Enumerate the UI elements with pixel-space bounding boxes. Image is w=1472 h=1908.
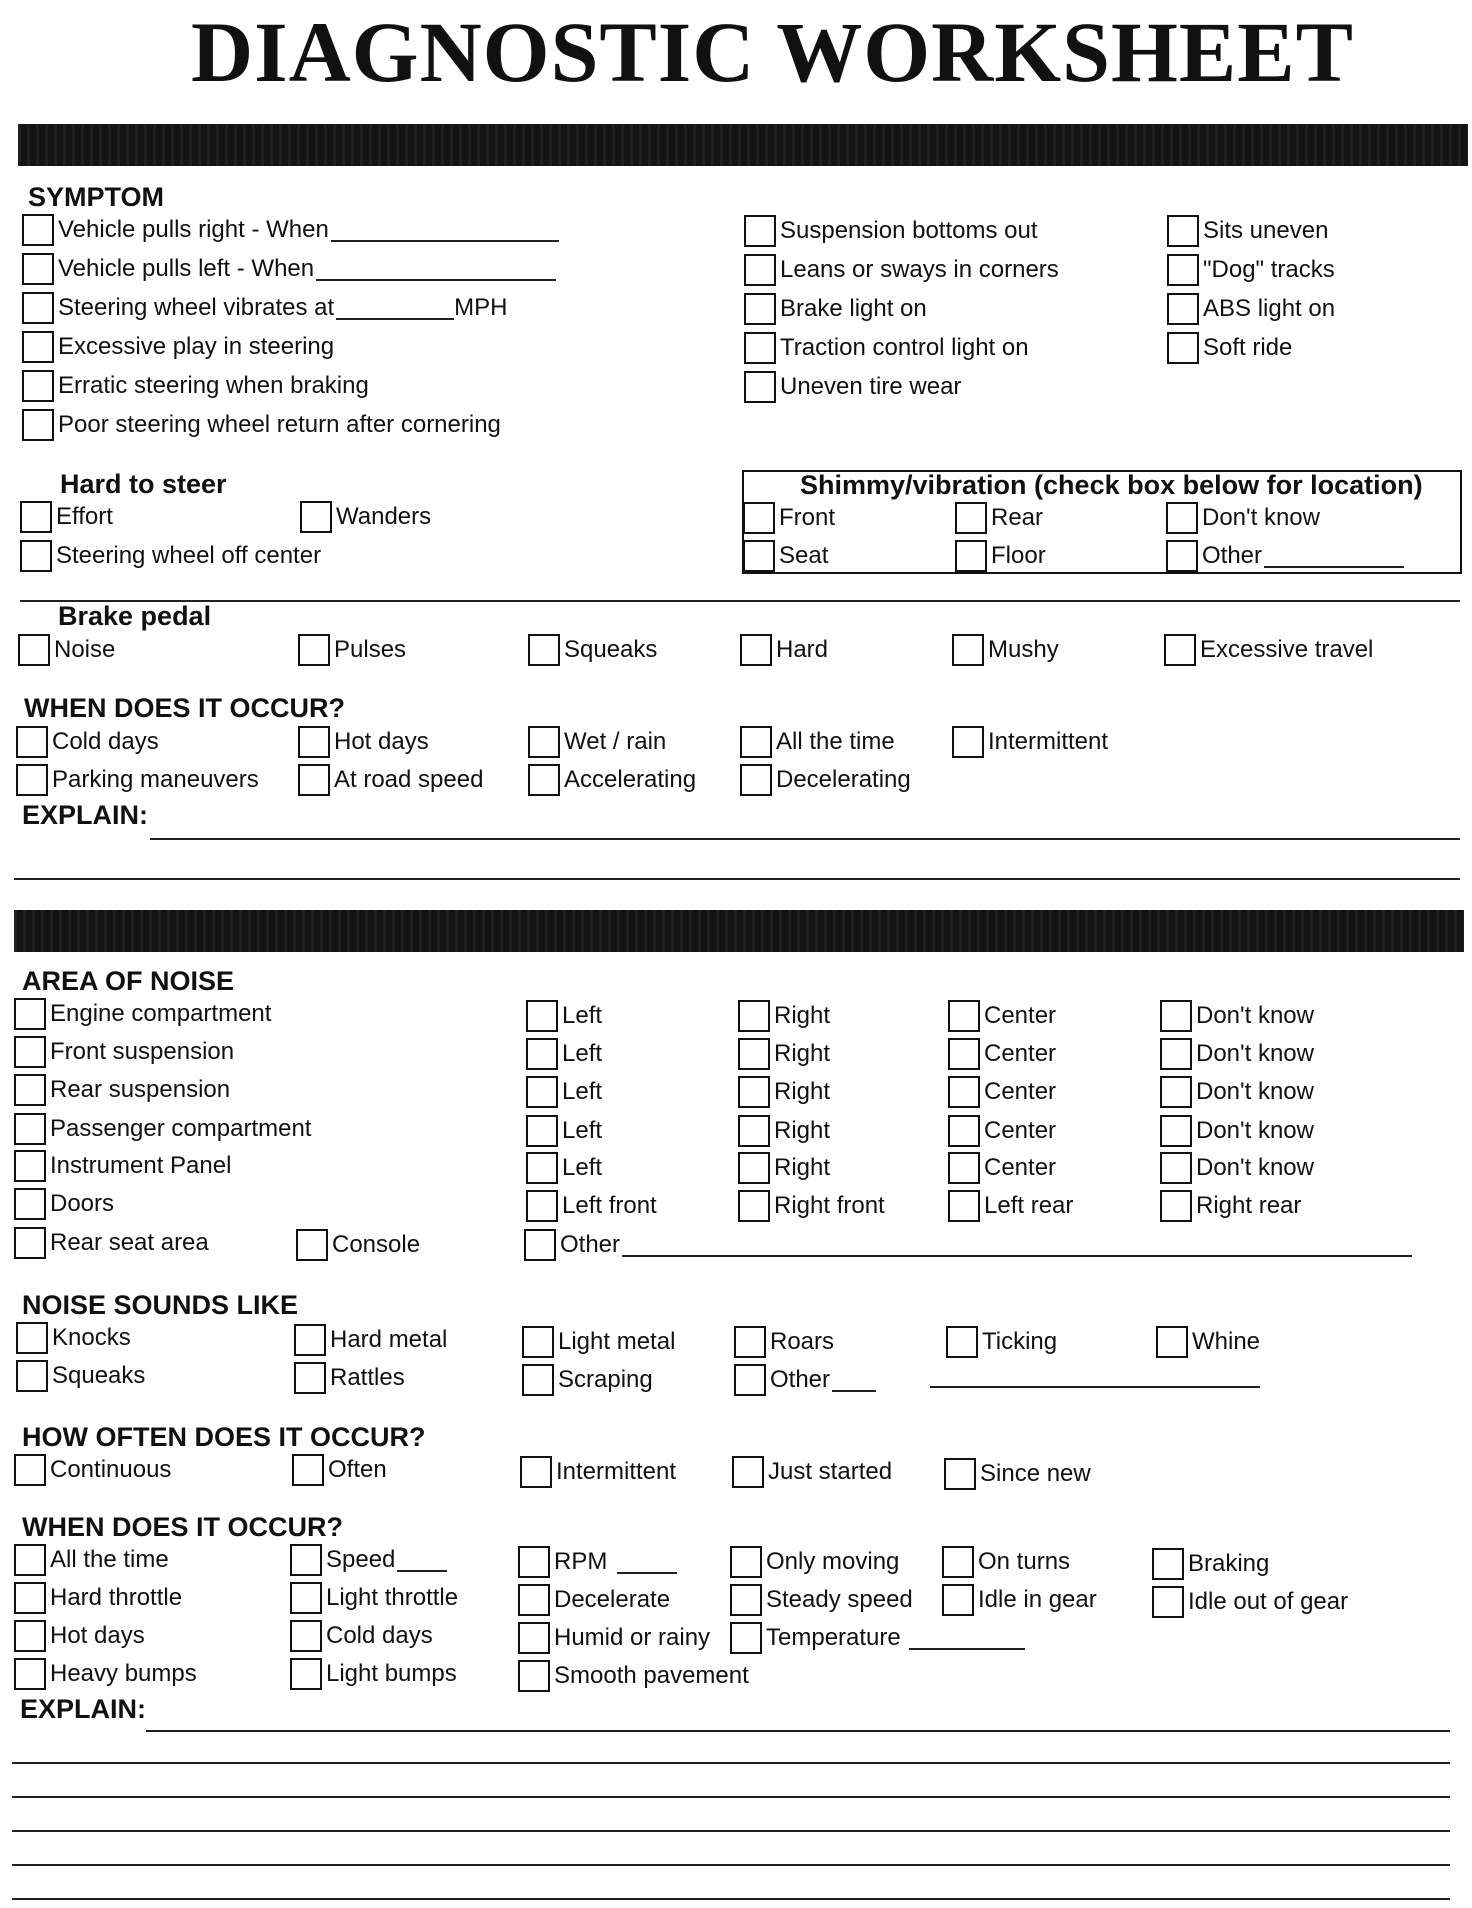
symptom-brake-light[interactable]: Brake light on bbox=[744, 291, 927, 327]
symptom-pulls-left[interactable]: Vehicle pulls left - When bbox=[22, 251, 556, 287]
symptom-wheel-vibrates[interactable]: Steering wheel vibrates at MPH bbox=[22, 290, 508, 326]
when2-all-the-time[interactable]: All the time bbox=[14, 1542, 169, 1578]
checkbox[interactable] bbox=[734, 1326, 766, 1358]
checkbox[interactable] bbox=[1167, 293, 1199, 325]
checkbox[interactable] bbox=[526, 1152, 558, 1184]
checkbox[interactable] bbox=[14, 1150, 46, 1182]
checkbox[interactable] bbox=[1160, 1152, 1192, 1184]
symptom-abs-light[interactable]: ABS light on bbox=[1167, 291, 1335, 327]
area-row-label[interactable]: Engine compartment bbox=[14, 996, 271, 1032]
checkbox[interactable] bbox=[942, 1546, 974, 1578]
shimmy-other[interactable]: Other bbox=[1166, 538, 1404, 574]
area-row-label[interactable]: Passenger compartment bbox=[14, 1111, 311, 1147]
when2-humid[interactable]: Humid or rainy bbox=[518, 1620, 710, 1656]
checkbox[interactable] bbox=[1164, 634, 1196, 666]
sound-roars[interactable]: Roars bbox=[734, 1324, 834, 1360]
symptom-traction-light[interactable]: Traction control light on bbox=[744, 330, 1029, 366]
checkbox[interactable] bbox=[22, 253, 54, 285]
checkbox[interactable] bbox=[1160, 1115, 1192, 1147]
often-just-started[interactable]: Just started bbox=[732, 1454, 892, 1490]
checkbox[interactable] bbox=[744, 371, 776, 403]
checkbox[interactable] bbox=[528, 764, 560, 796]
area-row-option[interactable]: Right rear bbox=[1160, 1188, 1301, 1224]
checkbox[interactable] bbox=[944, 1458, 976, 1490]
how-often-heading: HOW OFTEN DOES IT OCCUR? bbox=[22, 1422, 426, 1452]
checkbox[interactable] bbox=[14, 1188, 46, 1220]
symptom-bottoms-out[interactable]: Suspension bottoms out bbox=[744, 213, 1038, 249]
symptom-poor-return[interactable]: Poor steering wheel return after cornering bbox=[22, 407, 501, 443]
checkbox[interactable] bbox=[1160, 1190, 1192, 1222]
when1-cold-days[interactable]: Cold days bbox=[16, 724, 159, 760]
brake-noise[interactable]: Noise bbox=[18, 632, 115, 668]
explain-line[interactable] bbox=[12, 1796, 1450, 1798]
speed-blank[interactable] bbox=[397, 1548, 447, 1572]
checkbox[interactable] bbox=[528, 634, 560, 666]
symptom-erratic-steering[interactable]: Erratic steering when braking bbox=[22, 368, 369, 404]
when1-parking[interactable]: Parking maneuvers bbox=[16, 762, 259, 798]
checkbox[interactable] bbox=[300, 501, 332, 533]
checkbox[interactable] bbox=[732, 1456, 764, 1488]
often-since-new[interactable]: Since new bbox=[944, 1456, 1091, 1492]
area-row-label[interactable]: Instrument Panel bbox=[14, 1148, 231, 1184]
explain-line[interactable] bbox=[12, 1864, 1450, 1866]
checkbox[interactable] bbox=[296, 1229, 328, 1261]
when2-cold-days[interactable]: Cold days bbox=[290, 1618, 433, 1654]
shimmy-dont-know[interactable]: Don't know bbox=[1166, 500, 1320, 536]
checkbox[interactable] bbox=[740, 726, 772, 758]
sound-rattles[interactable]: Rattles bbox=[294, 1360, 405, 1396]
checkbox[interactable] bbox=[18, 634, 50, 666]
checkbox[interactable] bbox=[22, 409, 54, 441]
checkbox[interactable] bbox=[14, 1544, 46, 1576]
when-blank[interactable] bbox=[331, 218, 559, 242]
checkbox[interactable] bbox=[14, 1036, 46, 1068]
brake-mushy[interactable]: Mushy bbox=[952, 632, 1059, 668]
checkbox[interactable] bbox=[522, 1326, 554, 1358]
area-row-option[interactable]: Right bbox=[738, 1113, 830, 1149]
explain-line[interactable] bbox=[146, 1730, 1450, 1732]
checkbox[interactable] bbox=[518, 1546, 550, 1578]
checkbox[interactable] bbox=[22, 214, 54, 246]
when2-hot-days[interactable]: Hot days bbox=[14, 1618, 145, 1654]
checkbox[interactable] bbox=[518, 1584, 550, 1616]
when2-steady-speed[interactable]: Steady speed bbox=[730, 1582, 913, 1618]
steer-off-center[interactable]: Steering wheel off center bbox=[20, 538, 321, 574]
sound-scraping[interactable]: Scraping bbox=[522, 1362, 653, 1398]
checkbox[interactable] bbox=[744, 215, 776, 247]
when2-idle-in-gear[interactable]: Idle in gear bbox=[942, 1582, 1097, 1618]
when2-speed[interactable]: Speed bbox=[290, 1542, 447, 1578]
checkbox[interactable] bbox=[1167, 332, 1199, 364]
symptom-leans-sways[interactable]: Leans or sways in corners bbox=[744, 252, 1059, 288]
checkbox[interactable] bbox=[522, 1364, 554, 1396]
steer-wanders[interactable]: Wanders bbox=[300, 499, 431, 535]
sound-knocks[interactable]: Knocks bbox=[16, 1320, 131, 1356]
checkbox[interactable] bbox=[292, 1454, 324, 1486]
checkbox[interactable] bbox=[14, 1582, 46, 1614]
checkbox[interactable] bbox=[730, 1584, 762, 1616]
often-often[interactable]: Often bbox=[292, 1452, 387, 1488]
checkbox[interactable] bbox=[1166, 502, 1198, 534]
checkbox[interactable] bbox=[738, 1076, 770, 1108]
checkbox[interactable] bbox=[14, 1113, 46, 1145]
area-row-option[interactable]: Right bbox=[738, 998, 830, 1034]
checkbox[interactable] bbox=[955, 540, 987, 572]
checkbox[interactable] bbox=[942, 1584, 974, 1616]
checkbox[interactable] bbox=[1160, 1000, 1192, 1032]
when-occur-heading-2: WHEN DOES IT OCCUR? bbox=[22, 1512, 343, 1542]
checkbox[interactable] bbox=[290, 1620, 322, 1652]
rpm-blank[interactable] bbox=[617, 1550, 677, 1574]
symptom-soft-ride[interactable]: Soft ride bbox=[1167, 330, 1292, 366]
brake-pulses[interactable]: Pulses bbox=[298, 632, 406, 668]
explain-label: EXPLAIN: bbox=[22, 800, 149, 830]
checkbox[interactable] bbox=[948, 1190, 980, 1222]
area-row-option[interactable]: Right bbox=[738, 1150, 830, 1186]
other-blank-line[interactable] bbox=[930, 1386, 1260, 1388]
checkbox[interactable] bbox=[738, 1115, 770, 1147]
checkbox[interactable] bbox=[16, 726, 48, 758]
checkbox[interactable] bbox=[740, 764, 772, 796]
when2-heavy-bumps[interactable]: Heavy bumps bbox=[14, 1656, 197, 1692]
area-row-option[interactable]: Don't know bbox=[1160, 1113, 1314, 1149]
checkbox[interactable] bbox=[740, 634, 772, 666]
area-row-option[interactable]: Right front bbox=[738, 1188, 885, 1224]
sound-other[interactable]: Other bbox=[734, 1362, 876, 1398]
area-row-label[interactable]: Front suspension bbox=[14, 1034, 234, 1070]
shimmy-rear[interactable]: Rear bbox=[955, 500, 1043, 536]
area-row-option[interactable]: Don't know bbox=[1160, 998, 1314, 1034]
area-row-option[interactable]: Left bbox=[526, 1074, 602, 1110]
checkbox[interactable] bbox=[1167, 215, 1199, 247]
checkbox[interactable] bbox=[738, 1038, 770, 1070]
area-row-option[interactable]: Don't know bbox=[1160, 1074, 1314, 1110]
area-row-option[interactable]: Don't know bbox=[1160, 1036, 1314, 1072]
checkbox[interactable] bbox=[948, 1038, 980, 1070]
checkbox[interactable] bbox=[955, 502, 987, 534]
sound-ticking[interactable]: Ticking bbox=[946, 1324, 1057, 1360]
checkbox[interactable] bbox=[526, 1115, 558, 1147]
when2-decelerate[interactable]: Decelerate bbox=[518, 1582, 670, 1618]
area-row-option[interactable]: Left bbox=[526, 1036, 602, 1072]
area-row-label[interactable]: Rear suspension bbox=[14, 1072, 230, 1108]
area-row-option[interactable]: Left bbox=[526, 1150, 602, 1186]
checkbox[interactable] bbox=[743, 502, 775, 534]
checkbox[interactable] bbox=[20, 501, 52, 533]
section-band-top bbox=[18, 124, 1468, 166]
sound-whine[interactable]: Whine bbox=[1156, 1324, 1260, 1360]
area-row-option[interactable]: Center bbox=[948, 998, 1056, 1034]
section-band-noise bbox=[14, 910, 1464, 952]
checkbox[interactable] bbox=[16, 1360, 48, 1392]
divider bbox=[20, 600, 1460, 602]
explain-label-2: EXPLAIN: bbox=[20, 1694, 147, 1724]
area-other[interactable]: Other bbox=[524, 1227, 1412, 1263]
worksheet-title: DIAGNOSTIC WORKSHEET bbox=[191, 4, 1354, 100]
checkbox[interactable] bbox=[1167, 254, 1199, 286]
often-continuous[interactable]: Continuous bbox=[14, 1452, 171, 1488]
checkbox[interactable] bbox=[14, 1074, 46, 1106]
area-console[interactable]: Console bbox=[296, 1227, 420, 1263]
sound-hard-metal[interactable]: Hard metal bbox=[294, 1322, 447, 1358]
checkbox[interactable] bbox=[1160, 1038, 1192, 1070]
sound-light-metal[interactable]: Light metal bbox=[522, 1324, 675, 1360]
checkbox[interactable] bbox=[1152, 1548, 1184, 1580]
checkbox[interactable] bbox=[14, 1620, 46, 1652]
explain-line[interactable] bbox=[14, 878, 1460, 880]
checkbox[interactable] bbox=[22, 370, 54, 402]
area-row-option[interactable]: Left bbox=[526, 998, 602, 1034]
shimmy-floor[interactable]: Floor bbox=[955, 538, 1046, 574]
explain-line[interactable] bbox=[150, 838, 1460, 840]
when2-hard-throttle[interactable]: Hard throttle bbox=[14, 1580, 182, 1616]
checkbox[interactable] bbox=[952, 634, 984, 666]
area-row-option[interactable]: Left front bbox=[526, 1188, 657, 1224]
when1-road-speed[interactable]: At road speed bbox=[298, 762, 483, 798]
checkbox[interactable] bbox=[528, 726, 560, 758]
when2-rpm[interactable]: RPM bbox=[518, 1544, 677, 1580]
checkbox[interactable] bbox=[743, 540, 775, 572]
checkbox[interactable] bbox=[290, 1544, 322, 1576]
when2-smooth-pavement[interactable]: Smooth pavement bbox=[518, 1658, 749, 1694]
area-noise-heading: AREA OF NOISE bbox=[22, 966, 235, 996]
checkbox[interactable] bbox=[294, 1324, 326, 1356]
symptom-sits-uneven[interactable]: Sits uneven bbox=[1167, 213, 1328, 249]
when1-all-the-time[interactable]: All the time bbox=[740, 724, 895, 760]
steer-effort[interactable]: Effort bbox=[20, 499, 113, 535]
checkbox[interactable] bbox=[22, 331, 54, 363]
when2-idle-out-of-gear[interactable]: Idle out of gear bbox=[1152, 1584, 1348, 1620]
checkbox[interactable] bbox=[22, 292, 54, 324]
checkbox[interactable] bbox=[1156, 1326, 1188, 1358]
area-row-option[interactable]: Left bbox=[526, 1113, 602, 1149]
checkbox[interactable] bbox=[298, 764, 330, 796]
checkbox[interactable] bbox=[730, 1546, 762, 1578]
area-row-option[interactable]: Center bbox=[948, 1150, 1056, 1186]
noise-sounds-heading: NOISE SOUNDS LIKE bbox=[22, 1290, 299, 1320]
checkbox[interactable] bbox=[946, 1326, 978, 1358]
brake-squeaks[interactable]: Squeaks bbox=[528, 632, 657, 668]
other-blank[interactable] bbox=[1264, 544, 1404, 568]
when2-temperature[interactable]: Temperature bbox=[730, 1620, 1025, 1656]
checkbox[interactable] bbox=[1166, 540, 1198, 572]
checkbox[interactable] bbox=[526, 1000, 558, 1032]
when2-light-bumps[interactable]: Light bumps bbox=[290, 1656, 457, 1692]
checkbox[interactable] bbox=[524, 1229, 556, 1261]
shimmy-heading: Shimmy/vibration (check box below for location) bbox=[800, 470, 1423, 500]
when1-decelerating[interactable]: Decelerating bbox=[740, 762, 911, 798]
checkbox[interactable] bbox=[734, 1364, 766, 1396]
checkbox[interactable] bbox=[948, 1076, 980, 1108]
area-rear-seat[interactable]: Rear seat area bbox=[14, 1225, 209, 1261]
symptom-excessive-play[interactable]: Excessive play in steering bbox=[22, 329, 334, 365]
checkbox[interactable] bbox=[744, 293, 776, 325]
checkbox[interactable] bbox=[16, 764, 48, 796]
when1-hot-days[interactable]: Hot days bbox=[298, 724, 429, 760]
explain-line[interactable] bbox=[12, 1898, 1450, 1900]
checkbox[interactable] bbox=[520, 1456, 552, 1488]
often-intermittent[interactable]: Intermittent bbox=[520, 1454, 676, 1490]
when2-on-turns[interactable]: On turns bbox=[942, 1544, 1070, 1580]
checkbox[interactable] bbox=[14, 1658, 46, 1690]
checkbox[interactable] bbox=[16, 1322, 48, 1354]
checkbox[interactable] bbox=[518, 1622, 550, 1654]
when-blank[interactable] bbox=[316, 257, 556, 281]
checkbox[interactable] bbox=[738, 1190, 770, 1222]
shimmy-front[interactable]: Front bbox=[743, 500, 835, 536]
checkbox[interactable] bbox=[730, 1622, 762, 1654]
area-row-option[interactable]: Center bbox=[948, 1113, 1056, 1149]
other-blank[interactable] bbox=[832, 1368, 876, 1392]
when2-braking[interactable]: Braking bbox=[1152, 1546, 1269, 1582]
mph-blank[interactable] bbox=[336, 296, 454, 320]
brake-excessive-travel[interactable]: Excessive travel bbox=[1164, 632, 1373, 668]
checkbox[interactable] bbox=[14, 1227, 46, 1259]
when-occur-heading: WHEN DOES IT OCCUR? bbox=[24, 693, 345, 723]
checkbox[interactable] bbox=[952, 726, 984, 758]
checkbox[interactable] bbox=[948, 1152, 980, 1184]
shimmy-seat[interactable]: Seat bbox=[743, 538, 828, 574]
area-row-option[interactable]: Center bbox=[948, 1036, 1056, 1072]
checkbox[interactable] bbox=[1152, 1586, 1184, 1618]
area-row-option[interactable]: Don't know bbox=[1160, 1150, 1314, 1186]
area-row-option[interactable]: Center bbox=[948, 1074, 1056, 1110]
symptom-uneven-wear[interactable]: Uneven tire wear bbox=[744, 369, 961, 405]
checkbox[interactable] bbox=[744, 254, 776, 286]
checkbox[interactable] bbox=[298, 726, 330, 758]
hard-to-steer-heading: Hard to steer bbox=[60, 469, 227, 499]
symptom-dog-tracks[interactable]: "Dog" tracks bbox=[1167, 252, 1335, 288]
area-row-option[interactable]: Right bbox=[738, 1074, 830, 1110]
sound-squeaks[interactable]: Squeaks bbox=[16, 1358, 145, 1394]
explain-line[interactable] bbox=[12, 1762, 1450, 1764]
brake-pedal-heading: Brake pedal bbox=[58, 601, 212, 631]
checkbox[interactable] bbox=[948, 1115, 980, 1147]
checkbox[interactable] bbox=[744, 332, 776, 364]
when2-light-throttle[interactable]: Light throttle bbox=[290, 1580, 458, 1616]
other-blank[interactable] bbox=[622, 1233, 1412, 1257]
checkbox[interactable] bbox=[290, 1658, 322, 1690]
checkbox[interactable] bbox=[14, 1454, 46, 1486]
checkbox[interactable] bbox=[518, 1660, 550, 1692]
when1-wet-rain[interactable]: Wet / rain bbox=[528, 724, 666, 760]
when1-intermittent[interactable]: Intermittent bbox=[952, 724, 1108, 760]
checkbox[interactable] bbox=[738, 1152, 770, 1184]
checkbox[interactable] bbox=[1160, 1076, 1192, 1108]
area-row-label[interactable]: Doors bbox=[14, 1186, 114, 1222]
when1-accelerating[interactable]: Accelerating bbox=[528, 762, 696, 798]
symptom-heading: SYMPTOM bbox=[28, 182, 165, 212]
checkbox[interactable] bbox=[14, 998, 46, 1030]
checkbox[interactable] bbox=[738, 1000, 770, 1032]
checkbox[interactable] bbox=[526, 1038, 558, 1070]
checkbox[interactable] bbox=[290, 1582, 322, 1614]
checkbox[interactable] bbox=[298, 634, 330, 666]
explain-line[interactable] bbox=[12, 1830, 1450, 1832]
checkbox[interactable] bbox=[526, 1190, 558, 1222]
checkbox[interactable] bbox=[294, 1362, 326, 1394]
brake-hard[interactable]: Hard bbox=[740, 632, 828, 668]
area-row-option[interactable]: Left rear bbox=[948, 1188, 1073, 1224]
checkbox[interactable] bbox=[526, 1076, 558, 1108]
checkbox[interactable] bbox=[20, 540, 52, 572]
checkbox[interactable] bbox=[948, 1000, 980, 1032]
when2-only-moving[interactable]: Only moving bbox=[730, 1544, 899, 1580]
area-row-option[interactable]: Right bbox=[738, 1036, 830, 1072]
symptom-pulls-right[interactable]: Vehicle pulls right - When bbox=[22, 212, 559, 248]
temperature-blank[interactable] bbox=[909, 1626, 1025, 1650]
